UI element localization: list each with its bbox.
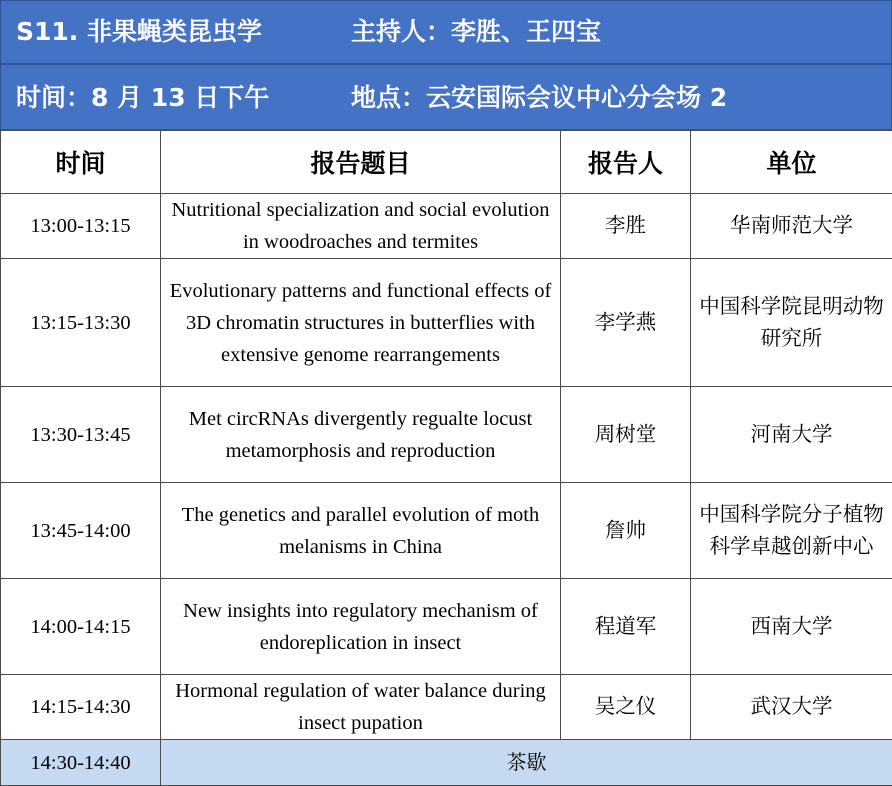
table-row [1,387,892,483]
header-time: 时间 [1,131,161,194]
session-header [0,0,892,64]
row-time: 13:00-13:15 [1,194,161,259]
session-time: 时间：8 月 13 日下午 [16,83,270,112]
row-title: Met circRNAs divergently regualte locust metamorphosis and reproduction [161,387,561,483]
row-time: 13:15-13:30 [1,259,161,387]
row-affiliation: 华南师范大学 [691,194,892,259]
row-time: 14:15-14:30 [1,675,161,740]
row-time: 13:30-13:45 [1,387,161,483]
row-speaker: 李学燕 [561,259,691,387]
table-row [1,675,892,740]
header-title: 报告题目 [161,131,561,194]
session-name: S11. 非果蝇类昆虫学 [16,17,262,46]
row-affiliation: 河南大学 [691,387,892,483]
row-title: New insights into regulatory mechanism of endoreplication in insect [161,579,561,675]
session-location: 地点：云安国际会议中心分会场 2 [351,83,728,112]
schedule-table [0,130,892,786]
row-speaker: 李胜 [561,194,691,259]
break-time: 14:30-14:40 [1,740,161,786]
row-affiliation: 西南大学 [691,579,892,675]
row-time: 13:45-14:00 [1,483,161,579]
header-speaker: 报告人 [561,131,691,194]
row-title: Nutritional specialization and social evolution in woodroaches and termites [161,194,561,259]
session-host: 主持人：李胜、王四宝 [351,17,602,46]
header-affiliation: 单位 [691,131,892,194]
session-info [0,64,892,130]
row-speaker: 周树堂 [561,387,691,483]
row-title: The genetics and parallel evolution of moth melanisms in China [161,483,561,579]
row-title: Hormonal regulation of water balance during insect pupation [161,675,561,740]
row-speaker: 吴之仪 [561,675,691,740]
table-row [1,194,892,259]
break-row [1,740,892,786]
row-time: 14:00-14:15 [1,579,161,675]
row-speaker: 程道军 [561,579,691,675]
row-speaker: 詹帅 [561,483,691,579]
table-header-row [1,131,892,194]
table-row [1,259,892,387]
row-affiliation: 中国科学院分子植物科学卓越创新中心 [691,483,892,579]
table-row [1,579,892,675]
table-row [1,483,892,579]
row-affiliation: 中国科学院昆明动物研究所 [691,259,892,387]
row-title: Evolutionary patterns and functional effects of 3D chromatin structures in butterflies with extensive genome rearrangements [161,259,561,387]
break-label: 茶歇 [161,740,892,786]
row-affiliation: 武汉大学 [691,675,892,740]
